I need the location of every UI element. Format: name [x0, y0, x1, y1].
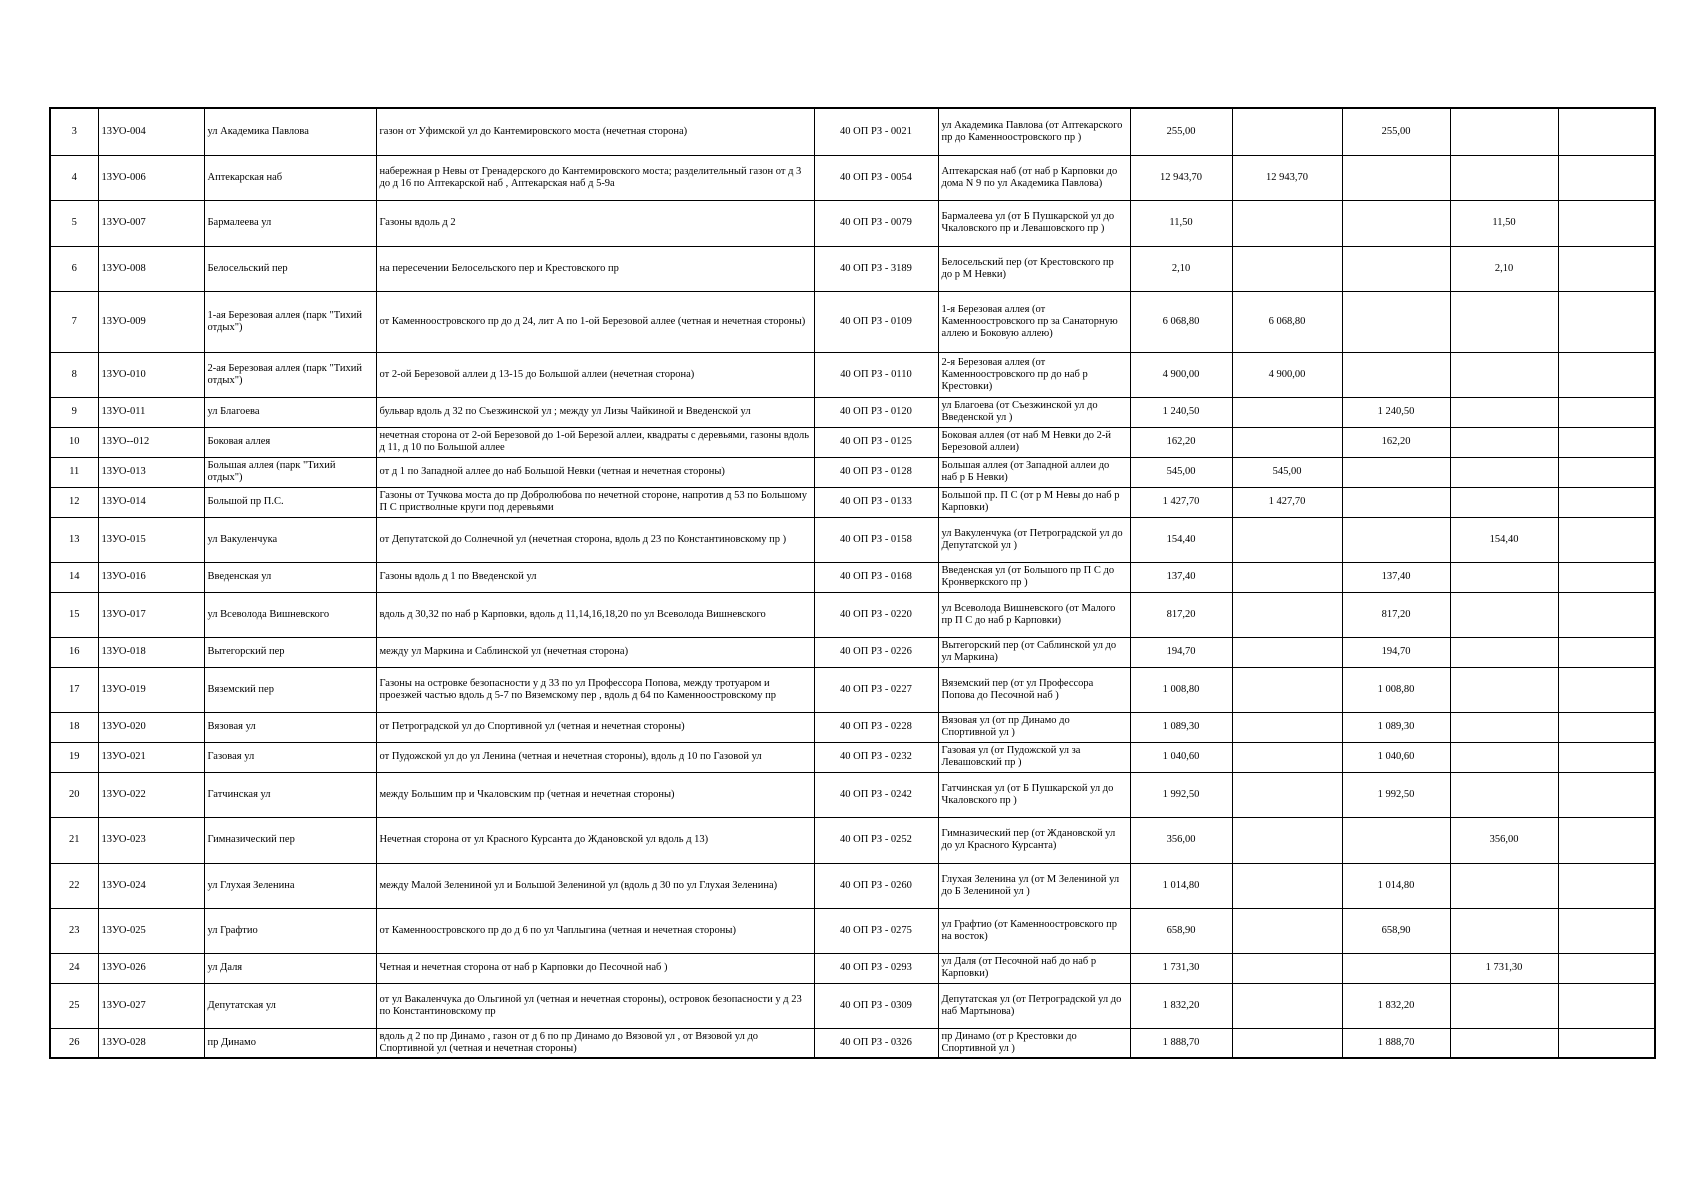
area-column-3-cell	[1450, 352, 1558, 397]
area-column-1-cell: 6 068,80	[1232, 291, 1342, 352]
registry-number-cell: 40 ОП РЗ - 0128	[814, 457, 938, 487]
total-area-cell: 162,20	[1130, 427, 1232, 457]
table-row	[50, 742, 1655, 772]
area-column-3-cell	[1450, 291, 1558, 352]
empty-cell	[1558, 712, 1655, 742]
street-name-cell: ул Даля	[204, 953, 376, 983]
area-column-2-cell: 1 992,50	[1342, 772, 1450, 817]
area-column-2-cell: 1 008,80	[1342, 667, 1450, 712]
row-number-cell: 12	[50, 487, 98, 517]
table-row	[50, 637, 1655, 667]
area-column-1-cell	[1232, 742, 1342, 772]
area-column-2-cell: 137,40	[1342, 562, 1450, 592]
street-name-cell: Боковая аллея	[204, 427, 376, 457]
code-cell: 13УО-023	[98, 817, 204, 863]
row-number-cell: 7	[50, 291, 98, 352]
table-row	[50, 352, 1655, 397]
table-row	[50, 517, 1655, 562]
total-area-cell: 1 040,60	[1130, 742, 1232, 772]
row-number-cell: 19	[50, 742, 98, 772]
row-number-cell: 17	[50, 667, 98, 712]
registry-number-cell: 40 ОП РЗ - 0228	[814, 712, 938, 742]
table-row	[50, 1028, 1655, 1058]
registry-number-cell: 40 ОП РЗ - 0120	[814, 397, 938, 427]
registry-number-cell: 40 ОП РЗ - 0125	[814, 427, 938, 457]
area-column-1-cell	[1232, 517, 1342, 562]
area-column-1-cell	[1232, 817, 1342, 863]
total-area-cell: 137,40	[1130, 562, 1232, 592]
location-description-cell: от Пудожской ул до ул Ленина (четная и нечетная стороны), вдоль д 10 по Газовой ул	[376, 742, 814, 772]
row-number-cell: 20	[50, 772, 98, 817]
road-name-cell: Большая аллея (от Западной аллеи до наб р Б Невки)	[938, 457, 1130, 487]
row-number-cell: 9	[50, 397, 98, 427]
area-column-3-cell	[1450, 1028, 1558, 1058]
total-area-cell: 1 832,20	[1130, 983, 1232, 1028]
location-description-cell: вдоль д 30,32 по наб р Карповки, вдоль д 11,14,16,18,20 по ул Всеволода Вишневского	[376, 592, 814, 637]
row-number-cell: 24	[50, 953, 98, 983]
registry-number-cell: 40 ОП РЗ - 0232	[814, 742, 938, 772]
row-number-cell: 18	[50, 712, 98, 742]
empty-cell	[1558, 592, 1655, 637]
row-number-cell: 11	[50, 457, 98, 487]
area-column-3-cell	[1450, 108, 1558, 155]
area-column-2-cell: 255,00	[1342, 108, 1450, 155]
area-column-1-cell	[1232, 637, 1342, 667]
empty-cell	[1558, 108, 1655, 155]
street-name-cell: пр Динамо	[204, 1028, 376, 1058]
registry-number-cell: 40 ОП РЗ - 0110	[814, 352, 938, 397]
street-name-cell: ул Всеволода Вишневского	[204, 592, 376, 637]
road-name-cell: ул Всеволода Вишневского (от Малого пр П С до наб р Карповки)	[938, 592, 1130, 637]
street-name-cell: Гимназический пер	[204, 817, 376, 863]
total-area-cell: 6 068,80	[1130, 291, 1232, 352]
area-column-2-cell: 658,90	[1342, 908, 1450, 953]
empty-cell	[1558, 772, 1655, 817]
street-name-cell: Гатчинская ул	[204, 772, 376, 817]
street-name-cell: Большая аллея (парк "Тихий отдых")	[204, 457, 376, 487]
code-cell: 13УО-016	[98, 562, 204, 592]
code-cell: 13УО-010	[98, 352, 204, 397]
road-name-cell: Введенская ул (от Большого пр П С до Кронверкского пр )	[938, 562, 1130, 592]
code-cell: 13УО-007	[98, 200, 204, 246]
area-column-3-cell	[1450, 562, 1558, 592]
empty-cell	[1558, 352, 1655, 397]
road-name-cell: Депутатская ул (от Петроградской ул до наб Мартынова)	[938, 983, 1130, 1028]
total-area-cell: 545,00	[1130, 457, 1232, 487]
total-area-cell: 356,00	[1130, 817, 1232, 863]
table-row	[50, 397, 1655, 427]
total-area-cell: 255,00	[1130, 108, 1232, 155]
area-column-3-cell	[1450, 863, 1558, 908]
area-column-1-cell	[1232, 863, 1342, 908]
area-column-3-cell: 356,00	[1450, 817, 1558, 863]
location-description-cell: на пересечении Белосельского пер и Крестовского пр	[376, 246, 814, 291]
area-column-1-cell	[1232, 908, 1342, 953]
row-number-cell: 26	[50, 1028, 98, 1058]
code-cell: 13УО-011	[98, 397, 204, 427]
empty-cell	[1558, 742, 1655, 772]
row-number-cell: 25	[50, 983, 98, 1028]
area-column-3-cell	[1450, 983, 1558, 1028]
total-area-cell: 154,40	[1130, 517, 1232, 562]
area-column-2-cell	[1342, 291, 1450, 352]
location-description-cell: от д 1 по Западной аллее до наб Большой Невки (четная и нечетная стороны)	[376, 457, 814, 487]
location-description-cell: от Каменноостровского пр до д 24, лит А по 1-ой Березовой аллее (четная и нечетная стороны)	[376, 291, 814, 352]
location-description-cell: между Большим пр и Чкаловским пр (четная и нечетная стороны)	[376, 772, 814, 817]
area-column-1-cell	[1232, 200, 1342, 246]
row-number-cell: 8	[50, 352, 98, 397]
row-number-cell: 15	[50, 592, 98, 637]
area-column-1-cell: 1 427,70	[1232, 487, 1342, 517]
area-column-2-cell	[1342, 155, 1450, 200]
code-cell: 13УО-014	[98, 487, 204, 517]
road-name-cell: 1-я Березовая аллея (от Каменноостровского пр за Санаторную аллею и Боковую аллею)	[938, 291, 1130, 352]
area-column-2-cell: 1 089,30	[1342, 712, 1450, 742]
row-number-cell: 22	[50, 863, 98, 908]
row-number-cell: 21	[50, 817, 98, 863]
total-area-cell: 11,50	[1130, 200, 1232, 246]
code-cell: 13УО-027	[98, 983, 204, 1028]
empty-cell	[1558, 487, 1655, 517]
row-number-cell: 10	[50, 427, 98, 457]
area-column-3-cell	[1450, 712, 1558, 742]
code-cell: 13УО-017	[98, 592, 204, 637]
area-column-1-cell	[1232, 667, 1342, 712]
code-cell: 13УО-020	[98, 712, 204, 742]
code-cell: 13УО-019	[98, 667, 204, 712]
total-area-cell: 1 992,50	[1130, 772, 1232, 817]
code-cell: 13УО-022	[98, 772, 204, 817]
area-column-2-cell: 194,70	[1342, 637, 1450, 667]
area-column-3-cell	[1450, 637, 1558, 667]
empty-cell	[1558, 200, 1655, 246]
registry-number-cell: 40 ОП РЗ - 0168	[814, 562, 938, 592]
total-area-cell: 658,90	[1130, 908, 1232, 953]
row-number-cell: 16	[50, 637, 98, 667]
area-column-2-cell: 1 832,20	[1342, 983, 1450, 1028]
area-column-2-cell: 817,20	[1342, 592, 1450, 637]
road-name-cell: Вытегорский пер (от Саблинской ул до ул Маркина)	[938, 637, 1130, 667]
table-row	[50, 863, 1655, 908]
total-area-cell: 1 089,30	[1130, 712, 1232, 742]
area-column-1-cell	[1232, 562, 1342, 592]
registry-number-cell: 40 ОП РЗ - 0133	[814, 487, 938, 517]
code-cell: 13УО-021	[98, 742, 204, 772]
area-column-1-cell	[1232, 397, 1342, 427]
area-column-2-cell	[1342, 817, 1450, 863]
area-column-2-cell	[1342, 200, 1450, 246]
road-name-cell: Вязовая ул (от пр Динамо до Спортивной ул )	[938, 712, 1130, 742]
empty-cell	[1558, 817, 1655, 863]
registry-number-cell: 40 ОП РЗ - 0220	[814, 592, 938, 637]
registry-number-cell: 40 ОП РЗ - 0109	[814, 291, 938, 352]
registry-number-cell: 40 ОП РЗ - 0326	[814, 1028, 938, 1058]
road-name-cell: пр Динамо (от р Крестовки до Спортивной ул )	[938, 1028, 1130, 1058]
row-number-cell: 3	[50, 108, 98, 155]
area-column-1-cell	[1232, 592, 1342, 637]
location-description-cell: от 2-ой Березовой аллеи д 13-15 до Большой аллеи (нечетная сторона)	[376, 352, 814, 397]
empty-cell	[1558, 155, 1655, 200]
empty-cell	[1558, 246, 1655, 291]
road-name-cell: Газовая ул (от Пудожской ул за Левашовский пр )	[938, 742, 1130, 772]
location-description-cell: от Депутатской до Солнечной ул (нечетная сторона, вдоль д 23 по Константиновскому пр )	[376, 517, 814, 562]
area-column-3-cell: 154,40	[1450, 517, 1558, 562]
area-column-2-cell: 1 888,70	[1342, 1028, 1450, 1058]
area-column-3-cell	[1450, 667, 1558, 712]
area-column-3-cell	[1450, 487, 1558, 517]
code-cell: 13УО-004	[98, 108, 204, 155]
area-column-1-cell: 4 900,00	[1232, 352, 1342, 397]
location-description-cell: между Малой Зелениной ул и Большой Зелениной ул (вдоль д 30 по ул Глухая Зеленина)	[376, 863, 814, 908]
location-description-cell: от ул Вакаленчука до Ольгиной ул (четная и нечетная стороны), островок безопасности у д 23 по Константиновскому пр	[376, 983, 814, 1028]
area-column-3-cell	[1450, 592, 1558, 637]
street-name-cell: Депутатская ул	[204, 983, 376, 1028]
area-column-2-cell	[1342, 517, 1450, 562]
code-cell: 13УО-018	[98, 637, 204, 667]
empty-cell	[1558, 1028, 1655, 1058]
road-name-cell: Вяземский пер (от ул Профессора Попова до Песочной наб )	[938, 667, 1130, 712]
street-name-cell: ул Графтио	[204, 908, 376, 953]
total-area-cell: 194,70	[1130, 637, 1232, 667]
table-row	[50, 427, 1655, 457]
total-area-cell: 817,20	[1130, 592, 1232, 637]
street-name-cell: ул Благоева	[204, 397, 376, 427]
empty-cell	[1558, 562, 1655, 592]
street-name-cell: Вяземский пер	[204, 667, 376, 712]
total-area-cell: 1 731,30	[1130, 953, 1232, 983]
area-column-1-cell	[1232, 712, 1342, 742]
street-name-cell: Большой пр П.С.	[204, 487, 376, 517]
location-description-cell: Четная и нечетная сторона от наб р Карповки до Песочной наб )	[376, 953, 814, 983]
registry-number-cell: 40 ОП РЗ - 0242	[814, 772, 938, 817]
empty-cell	[1558, 427, 1655, 457]
code-cell: 13УО-025	[98, 908, 204, 953]
area-column-3-cell	[1450, 397, 1558, 427]
area-column-2-cell: 1 240,50	[1342, 397, 1450, 427]
empty-cell	[1558, 397, 1655, 427]
registry-number-cell: 40 ОП РЗ - 0054	[814, 155, 938, 200]
empty-cell	[1558, 637, 1655, 667]
area-column-3-cell: 11,50	[1450, 200, 1558, 246]
empty-cell	[1558, 908, 1655, 953]
registry-number-cell: 40 ОП РЗ - 0158	[814, 517, 938, 562]
empty-cell	[1558, 953, 1655, 983]
road-name-cell: ул Графтио (от Каменноостровского пр на восток)	[938, 908, 1130, 953]
registry-number-cell: 40 ОП РЗ - 0275	[814, 908, 938, 953]
table-row	[50, 772, 1655, 817]
empty-cell	[1558, 291, 1655, 352]
area-column-3-cell	[1450, 427, 1558, 457]
table-row	[50, 246, 1655, 291]
table-row	[50, 291, 1655, 352]
road-name-cell: Большой пр. П С (от р М Невы до наб р Карповки)	[938, 487, 1130, 517]
area-column-1-cell	[1232, 953, 1342, 983]
registry-number-cell: 40 ОП РЗ - 0252	[814, 817, 938, 863]
street-name-cell: 2-ая Березовая аллея (парк "Тихий отдых")	[204, 352, 376, 397]
location-description-cell: Газоны от Тучкова моста до пр Добролюбова по нечетной стороне, напротив д 53 по Большому П С пристволные круги под деревьями	[376, 487, 814, 517]
road-name-cell: Гатчинская ул (от Б Пушкарской ул до Чкаловского пр )	[938, 772, 1130, 817]
road-name-cell: Глухая Зеленина ул (от М Зелениной ул до Б Зелениной ул )	[938, 863, 1130, 908]
area-column-1-cell	[1232, 246, 1342, 291]
street-name-cell: Бармалеева ул	[204, 200, 376, 246]
area-column-1-cell	[1232, 108, 1342, 155]
road-name-cell: Боковая аллея (от наб М Невки до 2-й Березовой аллеи)	[938, 427, 1130, 457]
table-row	[50, 108, 1655, 155]
row-number-cell: 23	[50, 908, 98, 953]
area-column-2-cell: 162,20	[1342, 427, 1450, 457]
table-row	[50, 908, 1655, 953]
area-column-2-cell: 1 040,60	[1342, 742, 1450, 772]
code-cell: 13УО-026	[98, 953, 204, 983]
row-number-cell: 5	[50, 200, 98, 246]
location-description-cell: нечетная сторона от 2-ой Березовой до 1-ой Березой аллеи, квадраты с деревьями, газоны вдоль д 11, д 10 по Большой аллее	[376, 427, 814, 457]
street-name-cell: Газовая ул	[204, 742, 376, 772]
registry-number-cell: 40 ОП РЗ - 0079	[814, 200, 938, 246]
area-column-2-cell	[1342, 953, 1450, 983]
location-description-cell: между ул Маркина и Саблинской ул (нечетная сторона)	[376, 637, 814, 667]
total-area-cell: 1 014,80	[1130, 863, 1232, 908]
total-area-cell: 4 900,00	[1130, 352, 1232, 397]
street-name-cell: Вязовая ул	[204, 712, 376, 742]
code-cell: 13УО-024	[98, 863, 204, 908]
area-column-3-cell	[1450, 908, 1558, 953]
table-row	[50, 200, 1655, 246]
table-row	[50, 562, 1655, 592]
empty-cell	[1558, 457, 1655, 487]
empty-cell	[1558, 517, 1655, 562]
road-name-cell: ул Вакуленчука (от Петроградской ул до Депутатской ул )	[938, 517, 1130, 562]
road-name-cell: ул Благоева (от Съезжинской ул до Введенской ул )	[938, 397, 1130, 427]
location-description-cell: набережная р Невы от Гренадерского до Кантемировского моста; разделительный газон от д 3 до д 16 по Аптекарской наб , Аптекарская наб д 5-9а	[376, 155, 814, 200]
area-column-1-cell	[1232, 772, 1342, 817]
street-name-cell: Белосельский пер	[204, 246, 376, 291]
total-area-cell: 1 008,80	[1130, 667, 1232, 712]
code-cell: 13УО-009	[98, 291, 204, 352]
table-row	[50, 457, 1655, 487]
area-column-2-cell	[1342, 352, 1450, 397]
table-row	[50, 953, 1655, 983]
empty-cell	[1558, 983, 1655, 1028]
street-name-cell: ул Академика Павлова	[204, 108, 376, 155]
area-column-3-cell: 1 731,30	[1450, 953, 1558, 983]
location-description-cell: Газоны на островке безопасности у д 33 по ул Профессора Попова, между тротуаром и проезжей частью вдоль д 5-7 по Вяземскому пер , вдоль д 64 по Каменноостровскому пр	[376, 667, 814, 712]
area-column-2-cell	[1342, 457, 1450, 487]
total-area-cell: 2,10	[1130, 246, 1232, 291]
area-column-2-cell	[1342, 487, 1450, 517]
street-name-cell: 1-ая Березовая аллея (парк "Тихий отдых")	[204, 291, 376, 352]
area-column-3-cell: 2,10	[1450, 246, 1558, 291]
code-cell: 13УО--012	[98, 427, 204, 457]
road-name-cell: Аптекарская наб (от наб р Карповки до дома N 9 по ул Академика Павлова)	[938, 155, 1130, 200]
empty-cell	[1558, 863, 1655, 908]
total-area-cell: 12 943,70	[1130, 155, 1232, 200]
registry-number-cell: 40 ОП РЗ - 0260	[814, 863, 938, 908]
road-name-cell: ул Академика Павлова (от Аптекарского пр до Каменноостровского пр )	[938, 108, 1130, 155]
total-area-cell: 1 427,70	[1130, 487, 1232, 517]
row-number-cell: 6	[50, 246, 98, 291]
location-description-cell: от Петроградской ул до Спортивной ул (четная и нечетная стороны)	[376, 712, 814, 742]
location-description-cell: Газоны вдоль д 2	[376, 200, 814, 246]
location-description-cell: вдоль д 2 по пр Динамо , газон от д 6 по пр Динамо до Вязовой ул , от Вязовой ул до Спортивной ул (четная и нечетная стороны)	[376, 1028, 814, 1058]
table-row	[50, 983, 1655, 1028]
table-row	[50, 487, 1655, 517]
location-description-cell: Газоны вдоль д 1 по Введенской ул	[376, 562, 814, 592]
total-area-cell: 1 888,70	[1130, 1028, 1232, 1058]
area-column-1-cell: 545,00	[1232, 457, 1342, 487]
code-cell: 13УО-006	[98, 155, 204, 200]
registry-number-cell: 40 ОП РЗ - 0293	[814, 953, 938, 983]
area-column-1-cell	[1232, 427, 1342, 457]
table-row	[50, 592, 1655, 637]
code-cell: 13УО-015	[98, 517, 204, 562]
road-name-cell: Гимназический пер (от Ждановской ул до ул Красного Курсанта)	[938, 817, 1130, 863]
row-number-cell: 14	[50, 562, 98, 592]
table-body	[50, 108, 1655, 1058]
registry-number-cell: 40 ОП РЗ - 0226	[814, 637, 938, 667]
area-column-2-cell	[1342, 246, 1450, 291]
location-description-cell: бульвар вдоль д 32 по Съезжинской ул ; между ул Лизы Чайкиной и Введенской ул	[376, 397, 814, 427]
location-description-cell: газон от Уфимской ул до Кантемировского моста (нечетная сторона)	[376, 108, 814, 155]
code-cell: 13УО-028	[98, 1028, 204, 1058]
road-name-cell: 2-я Березовая аллея (от Каменноостровского пр до наб р Крестовки)	[938, 352, 1130, 397]
row-number-cell: 13	[50, 517, 98, 562]
row-number-cell: 4	[50, 155, 98, 200]
street-name-cell: Вытегорский пер	[204, 637, 376, 667]
registry-number-cell: 40 ОП РЗ - 0227	[814, 667, 938, 712]
code-cell: 13УО-008	[98, 246, 204, 291]
location-description-cell: от Каменноостровского пр до д 6 по ул Чаплыгина (четная и нечетная стороны)	[376, 908, 814, 953]
street-name-cell: Введенская ул	[204, 562, 376, 592]
empty-cell	[1558, 667, 1655, 712]
area-column-1-cell: 12 943,70	[1232, 155, 1342, 200]
area-column-2-cell: 1 014,80	[1342, 863, 1450, 908]
table-row	[50, 667, 1655, 712]
data-table	[49, 107, 1656, 1059]
registry-number-cell: 40 ОП РЗ - 0021	[814, 108, 938, 155]
area-column-1-cell	[1232, 1028, 1342, 1058]
area-column-3-cell	[1450, 457, 1558, 487]
road-name-cell: Белосельский пер (от Крестовского пр до р М Невки)	[938, 246, 1130, 291]
area-column-1-cell	[1232, 983, 1342, 1028]
table-row	[50, 155, 1655, 200]
street-name-cell: ул Глухая Зеленина	[204, 863, 376, 908]
table-row	[50, 712, 1655, 742]
street-name-cell: Аптекарская наб	[204, 155, 376, 200]
registry-number-cell: 40 ОП РЗ - 3189	[814, 246, 938, 291]
street-name-cell: ул Вакуленчука	[204, 517, 376, 562]
road-name-cell: ул Даля (от Песочной наб до наб р Карповки)	[938, 953, 1130, 983]
total-area-cell: 1 240,50	[1130, 397, 1232, 427]
area-column-3-cell	[1450, 772, 1558, 817]
code-cell: 13УО-013	[98, 457, 204, 487]
registry-number-cell: 40 ОП РЗ - 0309	[814, 983, 938, 1028]
area-column-3-cell	[1450, 155, 1558, 200]
road-name-cell: Бармалеева ул (от Б Пушкарской ул до Чкаловского пр и Левашовского пр )	[938, 200, 1130, 246]
area-column-3-cell	[1450, 742, 1558, 772]
table-row	[50, 817, 1655, 863]
location-description-cell: Нечетная сторона от ул Красного Курсанта до Ждановской ул вдоль д 13)	[376, 817, 814, 863]
